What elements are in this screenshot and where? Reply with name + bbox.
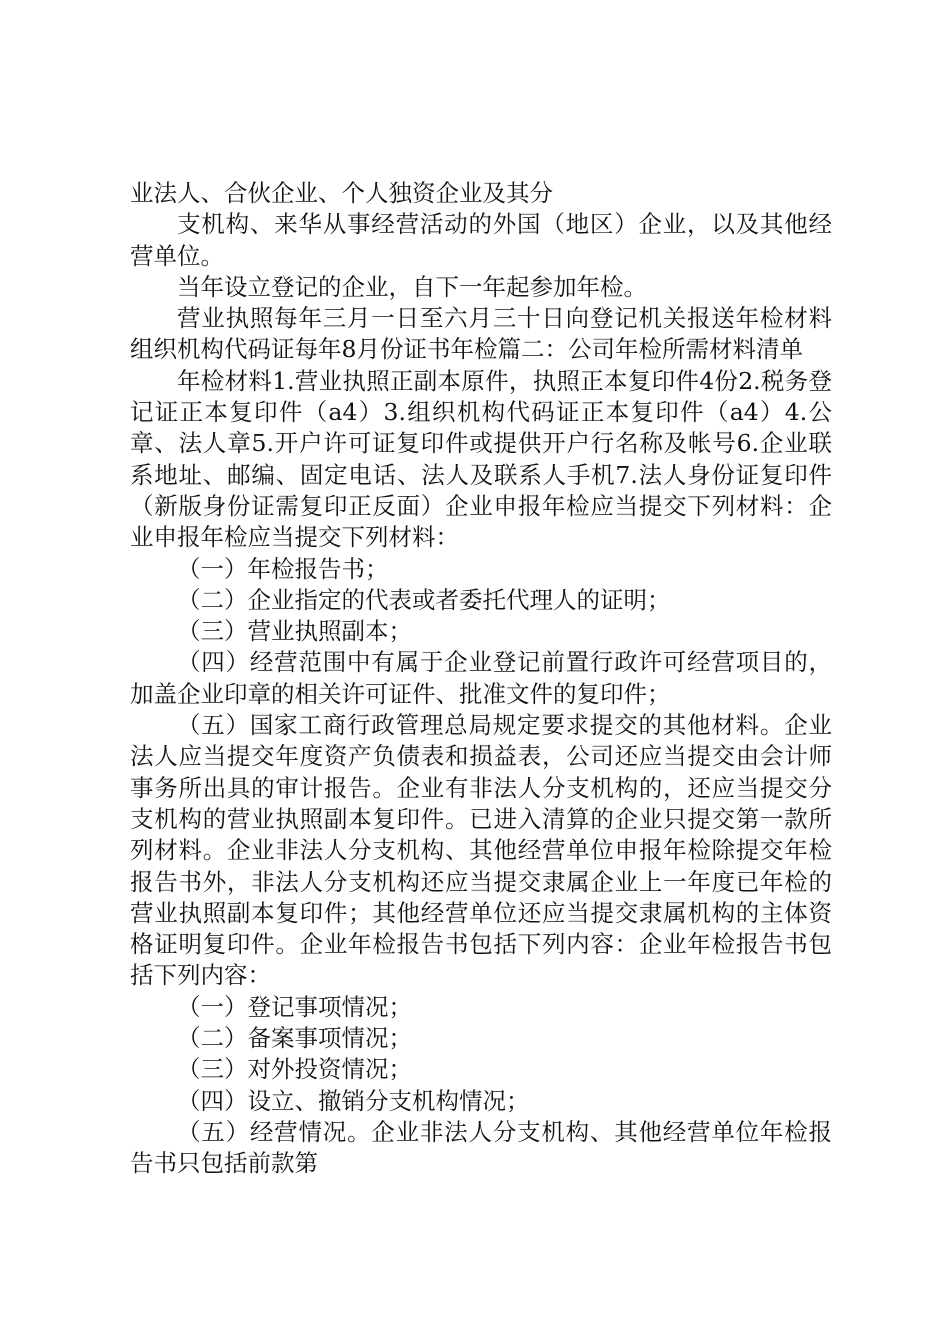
paragraph-7: （二）企业指定的代表或者委托代理人的证明； [177, 585, 671, 614]
paragraph-11: （一）登记事项情况； [177, 992, 412, 1021]
paragraph-2: 支机构、来华从事经营活动的外国（地区）企业，以及其他经营单位。 [130, 210, 832, 270]
paragraph-1: 业法人、合伙企业、个人独资企业及其分 [130, 179, 553, 207]
paragraph-5: 年检材料1.营业执照正副本原件，执照正本复印件4份2.税务登记证正本复印件（a4）3.组织机构代码证正本复印件（a4）4.公章、法人章5.开户许可证复印件或提供开户行名称及帐号6.企业联系地址、邮编、固定电话、法人及联系人手机7.法人身份证复印件（新版身份证需复印正反面）企业申报年检应当提交下列材料：企业申报年检应当提交下列材料： [130, 366, 832, 552]
document-body [130, 178, 832, 1180]
paragraph-15: （五）经营情况。企业非法人分支机构、其他经营单位年检报告书只包括前款第 [130, 1117, 832, 1178]
paragraph-3: 当年设立登记的企业，自下一年起参加年检。 [177, 272, 647, 301]
paragraph-9: （四）经营范围中有属于企业登记前置行政许可经营项目的，加盖企业印章的相关许可证件、批准文件的复印件； [130, 648, 832, 708]
paragraph-14: （四）设立、撤销分支机构情况； [177, 1086, 530, 1115]
paragraph-6: （一）年检报告书； [177, 554, 389, 583]
paragraph-10: （五）国家工商行政管理总局规定要求提交的其他材料。企业法人应当提交年度资产负债表和损益表，公司还应当提交由会计师事务所出具的审计报告。企业有非法人分支机构的，还应当提交分支机构的营业执照副本复印件。已进入清算的企业只提交第一款所列材料。企业非法人分支机构、其他经营单位申报年检除提交年检报告书外，非法人分支机构还应当提交隶属企业上一年度已年检的营业执照副本复印件；其他经营单位还应当提交隶属机构的主体资格证明复印件。企业年检报告书包括下列内容：企业年检报告书包括下列内容： [130, 711, 832, 990]
paragraph-12: （二）备案事项情况； [177, 1024, 412, 1053]
paragraph-8: （三）营业执照副本； [177, 617, 412, 646]
paragraph-4: 营业执照每年三月一日至六月三十日向登记机关报送年检材料组织机构代码证每年8月份证书年检篇二：公司年检所需材料清单 [130, 304, 832, 364]
paragraph-13: （三）对外投资情况； [177, 1055, 412, 1084]
